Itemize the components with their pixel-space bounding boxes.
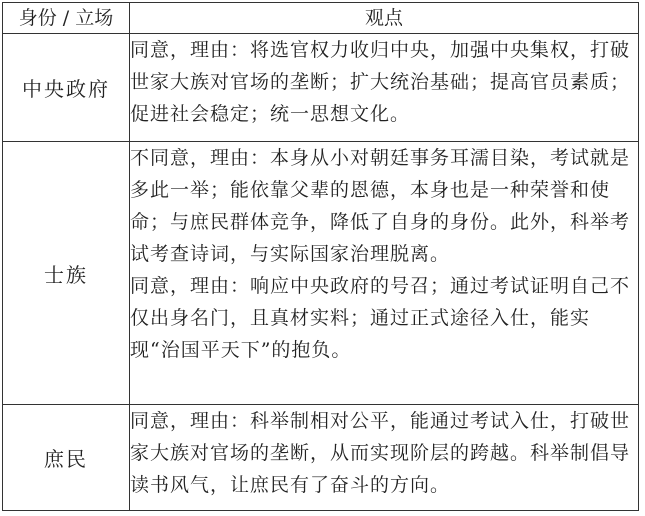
view-text: 同意，理由：将选官权力收归中央，加强中央集权，打破世家大族对官场的垄断；扩大统治基础；提高官员素质；促进社会稳定；统一思想文化。 bbox=[130, 39, 631, 125]
header-view: 观点 bbox=[130, 3, 639, 34]
row-identity-central-government: 中央政府 bbox=[3, 34, 130, 142]
header-identity: 身份 / 立场 bbox=[3, 3, 130, 34]
row-identity-gentry: 士族 bbox=[3, 142, 130, 405]
row-view-cell bbox=[130, 405, 639, 511]
view-text-agree: 同意，理由：响应中央政府的号召；通过考试证明自己不仅出身名门，且真材实料；通过正式途径入仕，能实现“治国平天下”的抱负。 bbox=[130, 275, 631, 361]
row-view-cell bbox=[130, 142, 639, 405]
view-text-disagree: 不同意，理由：本身从小对朝廷事务耳濡目染，考试就是多此一举；能依靠父辈的恩德，本身也是一种荣誉和使命；与庶民群体竞争，降低了自身的身份。此外，科举考试考查诗词，与实际国家治理脱离。 bbox=[130, 147, 631, 265]
row-view-cell bbox=[130, 34, 639, 142]
row-identity-commoners: 庶民 bbox=[3, 405, 130, 511]
table-row bbox=[3, 142, 639, 405]
table-row bbox=[3, 34, 639, 142]
table-header-row bbox=[3, 3, 639, 34]
view-text: 同意，理由：科举制相对公平，能通过考试入仕，打破世家大族对官场的垄断，从而实现阶层的跨越。科举制倡导读书风气，让庶民有了奋斗的方向。 bbox=[130, 410, 631, 496]
viewpoints-table bbox=[2, 2, 639, 511]
table-row bbox=[3, 405, 639, 511]
